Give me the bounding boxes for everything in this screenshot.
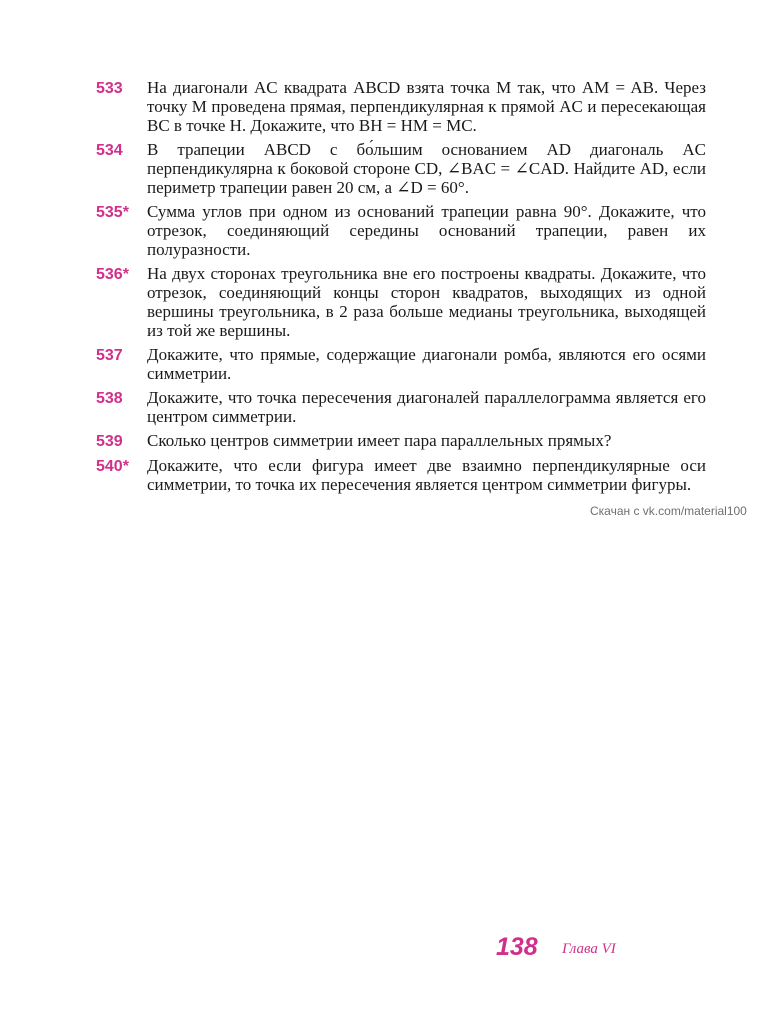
problem-533 xyxy=(96,78,706,135)
problem-number: 534 xyxy=(96,142,123,159)
watermark: Скачан с vk.com/material100 xyxy=(590,504,747,518)
chapter-label: Глава VI xyxy=(562,941,616,957)
problem-number: 535* xyxy=(96,204,129,221)
problem-number: 537 xyxy=(96,347,123,364)
problem-534 xyxy=(96,140,706,197)
problem-text: Докажите, что точка пересечения диагоналей параллелограмма является его центром симметрии. xyxy=(147,388,706,426)
problem-number: 540* xyxy=(96,458,129,475)
problem-535 xyxy=(96,202,706,259)
problem-text: Докажите, что прямые, содержащие диагонали ромба, являются его осями симметрии. xyxy=(147,345,706,383)
page-number: 138 xyxy=(496,933,538,961)
problem-538 xyxy=(96,388,706,426)
problem-number: 538 xyxy=(96,390,123,407)
problem-list xyxy=(96,78,706,499)
problem-text: Сколько центров симметрии имеет пара параллельных прямых? xyxy=(147,431,612,450)
problem-number: 536* xyxy=(96,266,129,283)
problem-text: На двух сторонах треугольника вне его построены квадраты. Докажите, что отрезок, соединяющий концы сторон квадратов, выходящих из одной вершины треугольника, в 2 раза больше медианы треугольника, выходящей из той же вершины. xyxy=(147,264,706,340)
problem-number: 533 xyxy=(96,80,123,97)
problem-text: В трапеции ABCD с бо́льшим основанием AD диагональ AC перпендикулярна к боковой стороне CD, ∠BAC = ∠CAD. Найдите AD, если периметр трапеции равен 20 см, а ∠D = 60°. xyxy=(147,140,706,197)
problem-537 xyxy=(96,345,706,383)
problem-text: На диагонали AC квадрата ABCD взята точка M так, что AM = AB. Через точку M проведена прямая, перпендикулярная к прямой AC и пересекающая BC в точке H. Докажите, что BH = HM = MC. xyxy=(147,78,706,135)
problem-536 xyxy=(96,264,706,340)
problem-text: Докажите, что если фигура имеет две взаимно перпендикулярные оси симметрии, то точка их пересечения является центром симметрии фигуры. xyxy=(147,456,706,494)
problem-text: Сумма углов при одном из оснований трапеции равна 90°. Докажите, что отрезок, соединяющий середины оснований трапеции, равен их полуразности. xyxy=(147,202,706,259)
problem-540 xyxy=(96,456,706,494)
problem-number: 539 xyxy=(96,433,123,450)
problem-539 xyxy=(96,431,706,451)
